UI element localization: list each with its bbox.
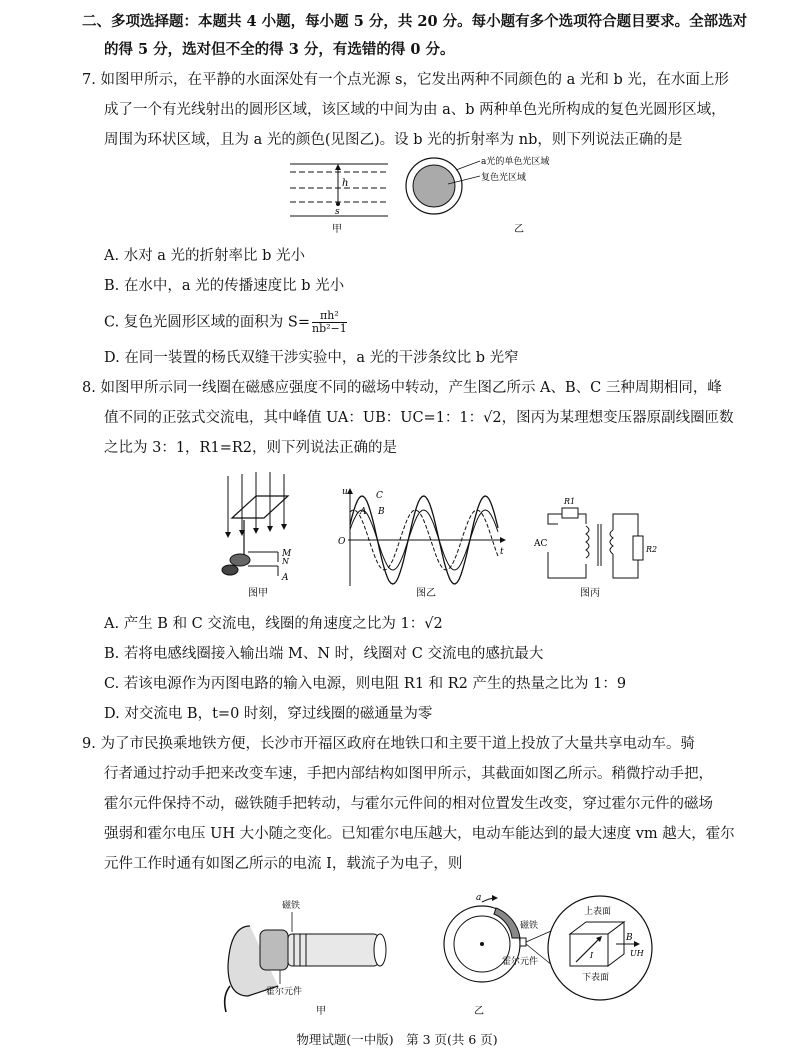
- q7-center-region: [413, 165, 455, 207]
- q7-label-ring: a光的单色光区域: [481, 157, 550, 167]
- q8-resistor-r2: [633, 536, 643, 560]
- q8-label-o: O: [338, 537, 346, 547]
- q8-caption-jia: 图甲: [248, 588, 268, 599]
- q9-cable: [225, 986, 230, 1012]
- q8-stem-line-1: 8. 如图甲所示同一线圈在磁感应强度不同的磁场中转动，产生图乙所示 A、B、C 三种周期相同，峰: [82, 380, 722, 396]
- q9-figure: [220, 886, 690, 1020]
- q8-option-b: B. 若将电感线圈接入输出端 M、N 时，线圈对 C 交流电的感抗最大: [104, 646, 544, 662]
- q9-label-magnet-2: 磁铁: [520, 921, 539, 931]
- q7-stem-line-2: 成了一个有光线射出的圆形区域，该区域的中间为由 a、b 两种单色光所构成的复色光圆形区域，: [104, 102, 726, 118]
- q8-option-c: C. 若该电源作为丙图电路的输入电源，则电阻 R1 和 R2 产生的热量之比为 1：9: [104, 676, 627, 692]
- q9-hall-element: [520, 938, 526, 946]
- q7-option-a: A. 水对 a 光的折射率比 b 光小: [104, 248, 306, 264]
- q8-primary-coil: [586, 526, 589, 558]
- q9-label-uh: UH: [630, 949, 644, 958]
- q9-fig-yi: [444, 893, 558, 1017]
- q8-label-u: u: [342, 487, 348, 497]
- section-header-line-1: 二、多项选择题：本题共 4 小题，每小题 5 分，共 20 分。每小题有多个选项符合题目要求。全部选对: [82, 13, 748, 30]
- q9-label-hall-2: 霍尔元件: [502, 957, 539, 967]
- q8-label-a: A: [360, 507, 367, 517]
- q9-stem-line-5: 元件工作时通有如图乙所示的电流 I，载流子为电子，则: [104, 856, 463, 872]
- q9-label-magnet: 磁铁: [282, 901, 301, 911]
- q8-label-a-terminal: A: [282, 573, 289, 583]
- q9-handle: [288, 934, 378, 966]
- q8-label-b: B: [378, 507, 385, 517]
- page-footer: 物理试题(一中版) 第 3 页(共 6 页): [296, 1032, 498, 1047]
- q8-option-a: A. 产生 B 和 C 交流电，线圈的角速度之比为 1：√2: [104, 616, 443, 632]
- q9-caption-jia: 甲: [316, 1006, 326, 1017]
- q9-grip-collar: [260, 930, 288, 970]
- q7-option-c: [104, 310, 349, 335]
- q8-label-r2: R2: [646, 545, 658, 554]
- q7-label-h: h: [342, 178, 349, 189]
- q9-fig-detail: [548, 896, 652, 1000]
- q9-label-b: B: [626, 933, 633, 943]
- q8-caption-bing: 图丙: [580, 588, 600, 599]
- q9-label-top-surface: 上表面: [584, 907, 612, 917]
- q8-label-t: t: [500, 547, 504, 557]
- q9-stem-line-4: 强弱和霍尔电压 UH 大小随之变化。已知霍尔电压越大，电动车能达到的最大速度 vm 越大，霍尔: [104, 826, 735, 842]
- q9-label-a: a: [476, 893, 482, 903]
- q9-stem-line-2: 行者通过拧动手把来改变车速，手把内部结构如图甲所示，其截面如图乙所示。稍微拧动手把，: [104, 766, 713, 782]
- q7-option-c-numerator: πh²: [312, 310, 347, 323]
- q8-stem-line-3: 之比为 3：1，R1=R2，则下列说法正确的是: [104, 440, 397, 456]
- q8-caption-yi: 图乙: [416, 588, 436, 599]
- q7-option-c-fraction: [312, 310, 347, 335]
- q8-fig-jia: [222, 472, 292, 599]
- q7-point-source: [336, 202, 340, 206]
- q8-stem-line-2: 值不同的正弦式交流电，其中峰值 UA：UB：UC=1：1：√2，图丙为某理想变压器原副线圈匝数: [104, 410, 734, 426]
- q7-option-b: B. 在水中，a 光的传播速度比 b 光小: [104, 278, 345, 294]
- q9-cube-front: [570, 934, 608, 966]
- q7-figure: [280, 152, 580, 236]
- q7-option-d: D. 在同一装置的杨氏双缝干涉实验中，a 光的干涉条纹比 b 光窄: [104, 350, 519, 366]
- q8-label-r1: R1: [564, 497, 576, 506]
- q8-label-c: C: [376, 491, 383, 501]
- q8-label-n: N: [282, 557, 289, 566]
- q9-label-i: I: [590, 951, 594, 960]
- q9-caption-yi: 乙: [474, 1006, 484, 1017]
- section-header-line-2: 的得 5 分，选对但不全的得 3 分，有选错的得 0 分。: [104, 41, 455, 58]
- q9-stem-line-3: 霍尔元件保持不动，磁铁随手把转动，与霍尔元件间的相对位置发生改变，穿过霍尔元件的磁场: [104, 796, 713, 812]
- q7-arrow-head: [335, 164, 341, 170]
- q7-option-c-prefix: C. 复色光圆形区域的面积为 S=: [104, 314, 310, 331]
- q8-figure: [208, 466, 688, 602]
- q9-label-bottom-surface: 下表面: [582, 973, 610, 983]
- q8-label-ac: AC: [534, 539, 548, 549]
- q7-caption-yi: 乙: [514, 224, 524, 235]
- q8-fig-bing: [533, 497, 657, 599]
- q9-stem-line-1: 9. 为了市民换乘地铁方便，长沙市开福区政府在地铁口和主要干道上投放了大量共享电动车。骑: [82, 736, 695, 752]
- q7-caption-jia: 甲: [332, 224, 342, 235]
- q9-fig-jia: [225, 899, 386, 1017]
- q7-label-center: 复色光区域: [481, 173, 527, 183]
- q8-secondary-coil: [610, 530, 613, 554]
- q8-label-m: M: [282, 549, 292, 559]
- q7-stem-line-3: 周围为环状区域，且为 a 光的颜色(见图乙)。设 b 光的折射率为 nb，则下列说法正确的是: [104, 132, 683, 148]
- q8-option-d: D. 对交流电 B，t=0 时刻，穿过线圈的磁通量为零: [104, 706, 433, 722]
- q7-label-s: s: [335, 207, 340, 217]
- q7-leader-line: [456, 161, 480, 170]
- q7-stem-line-1: 7. 如图甲所示，在平静的水面深处有一个点光源 s，它发出两种不同颜色的 a 光和 b 光，在水面上形: [82, 72, 729, 88]
- q9-label-hall: 霍尔元件: [266, 987, 303, 997]
- q7-option-c-denominator: nb²−1: [312, 322, 347, 335]
- q8-resistor-r1: [562, 508, 578, 518]
- q8-coil: [232, 496, 288, 518]
- q8-fig-yi: [338, 487, 506, 599]
